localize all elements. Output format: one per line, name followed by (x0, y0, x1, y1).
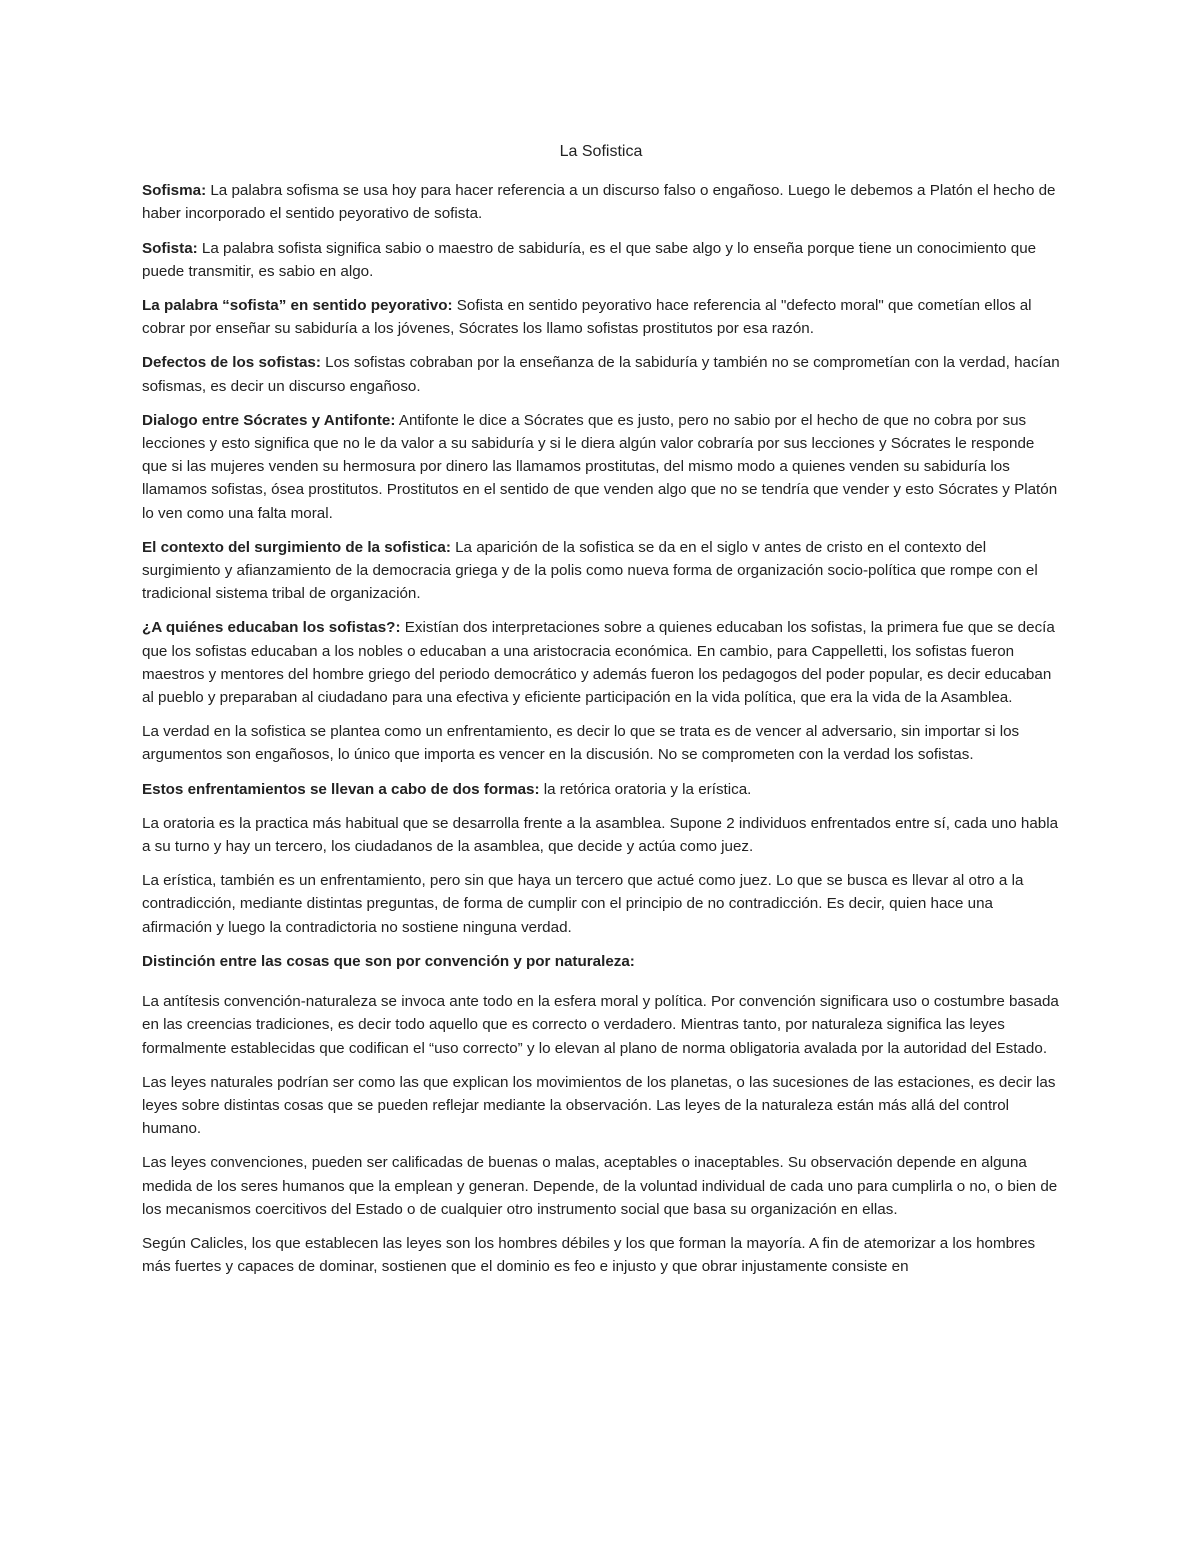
paragraph-text: la retórica oratoria y la erística. (539, 780, 752, 798)
paragraph (142, 616, 1060, 709)
paragraph (142, 990, 1060, 1060)
paragraph (142, 950, 1060, 973)
paragraph-heading: Defectos de los sofistas: (142, 354, 321, 372)
document-page (142, 140, 1060, 1289)
paragraph-text: Según Calicles, los que establecen las leyes son los hombres débiles y los que forman la mayoría. A fin de atemorizar a los hombres más fuertes y capaces de dominar, sostienen que el dominio es feo e injusto y que obrar injustamente consiste en (142, 1234, 1036, 1276)
paragraph-text: La oratoria es la practica más habitual que se desarrolla frente a la asamblea. Supone 2 individuos enfrentados entre sí, cada uno habla a su turno y hay un tercero, los ciudadanos de la asamblea, que decide y actúa como juez. (142, 814, 1059, 856)
paragraph-heading: Sofista: (142, 239, 198, 257)
paragraph (142, 1232, 1060, 1278)
paragraph-text: Los sofistas cobraban por la enseñanza de la sabiduría y también no se comprometían con la verdad, hacían sofismas, es decir un discurso engañoso. (142, 354, 1060, 395)
paragraph (142, 351, 1060, 397)
paragraph (142, 1071, 1060, 1141)
paragraph-text: La aparición de la sofistica se da en el siglo v antes de cristo en el contexto del surgimiento y afianzamiento de la democracia griega y de la polis como nueva forma de organización socio-política que rompe con el tradicional sistema tribal de organización. (142, 538, 1038, 603)
document-title: La Sofistica (559, 143, 643, 160)
paragraph (142, 294, 1060, 340)
paragraph-text: La verdad en la sofistica se plantea como un enfrentamiento, es decir lo que se trata es de vencer al adversario, sin importar si los argumentos son engañosos, lo único que importa es vencer en la discusión. No se comprometen con la verdad los sofistas. (142, 723, 1020, 764)
paragraph-text: Existían dos interpretaciones sobre a quienes educaban los sofistas, la primera fue que se decía que los sofistas educaban a los nobles o educaban a una aristocracia económica. En cambio, para Cappelletti, los sofistas fueron maestros y mentores del hombre griego del periodo democrático y además fueron los pedagogos del poder popular, es decir educaban al pueblo y preparaban al ciudadano para una efectiva y eficiente participación en la vida política, que era la vida de la Asamblea. (142, 619, 1055, 707)
paragraph-heading: Estos enfrentamientos se llevan a cabo de dos formas: (142, 780, 540, 798)
document-body (142, 179, 1060, 1278)
paragraph-text: La antítesis convención-naturaleza se invoca ante todo en la esfera moral y política. Por convención significara uso o costumbre basada en las creencias tradiciones, es decir todo aquello que es correcto o verdadero. Mientras tanto, por naturaleza significa las leyes formalmente establecidas que codifican el “uso correcto” y lo elevan al plano de norma obligatoria avalada por la autoridad del Estado. (142, 993, 1059, 1057)
paragraph (142, 409, 1060, 525)
paragraph (142, 1151, 1060, 1221)
paragraph-heading: El contexto del surgimiento de la sofistica: (142, 538, 451, 556)
paragraph-text: La palabra sofisma se usa hoy para hacer referencia a un discurso falso o engañoso. Luego le debemos a Platón el hecho de haber incorporado el sentido peyorativo de sofista. (142, 182, 1056, 223)
paragraph (142, 778, 1060, 801)
paragraph-text: Las leyes convenciones, pueden ser calificadas de buenas o malas, aceptables o inaceptables. Su observación depende en alguna medida de los seres humanos que la emplean y generan. Depende, de la voluntad individual de cada uno para cumplirla o no, o bien de los mecanismos coercitivos del Estado o de cualquier otro instrumento social que basa su organización en ellas. (142, 1154, 1058, 1218)
paragraph (142, 720, 1060, 766)
paragraph (142, 179, 1060, 225)
paragraph (142, 869, 1060, 939)
paragraph-text: La palabra sofista significa sabio o maestro de sabiduría, es el que sabe algo y lo enseña porque tiene un conocimiento que puede transmitir, es sabio en algo. (142, 239, 1037, 280)
paragraph-text: Antifonte le dice a Sócrates que es justo, pero no sabio por el hecho de que no cobra por sus lecciones y esto significa que no le da valor a su sabiduría y si le diera algún valor cobraría por sus lecciones y Sócrates le responde que si las mujeres venden su hermosura por dinero las llamamos prostitutas, del mismo modo a quienes venden su sabiduría los llamamos sofistas, ósea prostitutos. Prostitutos en el sentido de que venden algo que no se tendría que vender y esto Sócrates y Platón lo ven como una falta moral. (142, 411, 1058, 522)
paragraph (142, 237, 1060, 283)
paragraph-text: Las leyes naturales podrían ser como las que explican los movimientos de los planetas, o las sucesiones de las estaciones, es decir las leyes sobre distintas cosas que se pueden reflejar mediante la observación. Las leyes de la naturaleza están más allá del control humano. (142, 1073, 1056, 1138)
paragraph-heading: Sofisma: (142, 182, 207, 200)
paragraph (142, 812, 1060, 858)
paragraph-heading: Dialogo entre Sócrates y Antifonte: (142, 411, 396, 429)
paragraph-heading: Distinción entre las cosas que son por convención y por naturaleza: (142, 952, 635, 970)
paragraph-heading: La palabra “sofista” en sentido peyorativo: (142, 297, 453, 315)
paragraph (142, 536, 1060, 606)
paragraph-text: Sofista en sentido peyorativo hace referencia al "defecto moral" que cometían ellos al cobrar por enseñar su sabiduría a los jóvenes, Sócrates los llamo sofistas prostitutos por esa razón. (142, 297, 1032, 338)
paragraph-heading: ¿A quiénes educaban los sofistas?: (142, 619, 401, 637)
paragraph-text: La erística, también es un enfrentamiento, pero sin que haya un tercero que actué como juez. Lo que se busca es llevar al otro a la contradicción, mediante distintas preguntas, de forma de cumplir con el principio de no contradicción. Es decir, quien hace una afirmación y luego la contradictoria no sostiene ninguna verdad. (142, 872, 1024, 936)
